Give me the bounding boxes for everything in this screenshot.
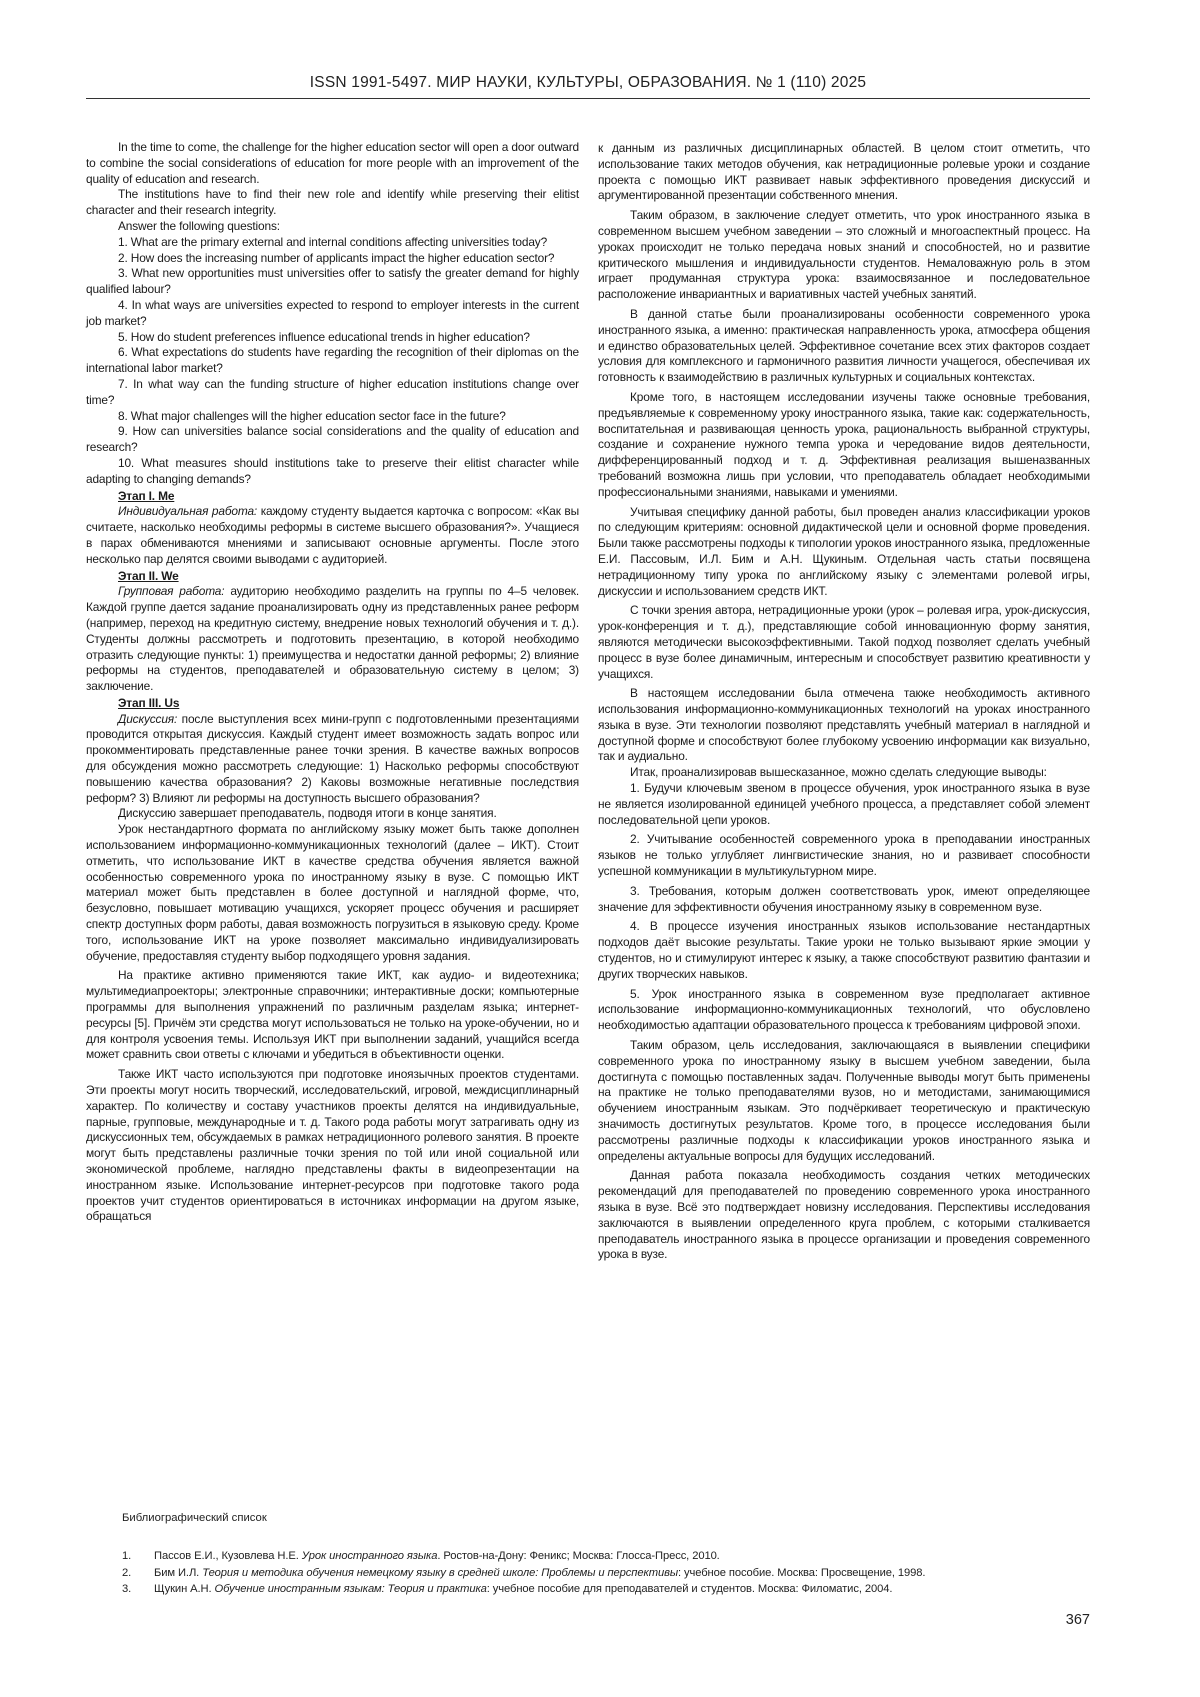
paragraph: Таким образом, в заключение следует отметить, что урок иностранного языка в современном высшем учебном заведении – это сложный и многоаспектный процесс. На уроках происходит не только передача новых знаний и способностей, но и развитие критического мышления и индивидуальности студентов. Немаловажную роль в этом играет продуманная структура урока: взаимосвязанное и последовательное расположение инвариантных и вариативных частей учебных занятий. bbox=[598, 208, 1090, 303]
left-column bbox=[86, 140, 579, 1225]
question-item: 1. What are the primary external and internal conditions affecting universities today? bbox=[86, 235, 579, 251]
stage-2-paragraph bbox=[86, 584, 579, 695]
reference-item bbox=[122, 1581, 1082, 1598]
reference-number: 2. bbox=[122, 1565, 131, 1582]
question-item: 8. What major challenges will the higher education sector face in the future? bbox=[86, 409, 579, 425]
question-item: 4. In what ways are universities expected to respond to employer interests in the current job market? bbox=[86, 298, 579, 330]
reference-authors: Пассов Е.И., Кузовлева Н.Е. bbox=[154, 1550, 302, 1562]
stage-3-paragraph bbox=[86, 712, 579, 807]
stage-1-text: каждому студенту выдается карточка с вопросом: «Как вы считаете, насколько необходимы реформы в системе высшего образования?». Учащиеся в парах обмениваются мнениями и записывают основные аргументы. После этого несколько пар делятся своими выводами с аудиторией. bbox=[86, 504, 579, 565]
question-item: 10. What measures should institutions take to preserve their elitist character while adapting to changing demands? bbox=[86, 456, 579, 488]
page-number: 367 bbox=[1040, 1612, 1090, 1628]
stage-1-paragraph bbox=[86, 504, 579, 567]
right-column bbox=[598, 141, 1090, 1263]
question-item: 3. What new opportunities must universities offer to satisfy the greater demand for highly qualified labour? bbox=[86, 266, 579, 298]
conclusion-item: 1. Будучи ключевым звеном в процессе обучения, урок иностранного языка в вузе не является изолированной единицей учебного процесса, а представляет собой элемент последовательной цепи уроков. bbox=[598, 781, 1090, 828]
reference-authors: Щукин А.Н. bbox=[154, 1583, 215, 1595]
question-item: 5. How do student preferences influence educational trends in higher education? bbox=[86, 330, 579, 346]
reference-item bbox=[122, 1548, 1082, 1565]
reference-number: 1. bbox=[122, 1548, 131, 1565]
question-item: 7. In what way can the funding structure of higher education institutions change over time? bbox=[86, 377, 579, 409]
paragraph: Также ИКТ часто используются при подготовке иноязычных проектов студентами. Эти проекты могут носить творческий, исследовательский, игровой, междисциплинарный характер. По количеству и составу участников проекты делятся на индивидуальные, парные, групповые, международные и т. д. Такого рода работы могут затрагивать одну из дискуссионных тем, обсуждаемых в рамках нетрадиционного ролевого занятия. В проекте могут быть представлены различные точки зрения по той или иной социальной или экономической проблеме, наглядно представлены факты в видеопрезентации на иностранном языке. Использование интернет-ресурсов при подготовке такого рода проектов учит студентов ориентироваться в источниках информации на другом языке, обращаться bbox=[86, 1067, 579, 1225]
paragraph: Answer the following questions: bbox=[86, 219, 579, 235]
bibliography-title: Библиографический список bbox=[122, 1512, 267, 1524]
stage-2-text: аудиторию необходимо разделить на группы по 4–5 человек. Каждой группе дается задание проанализировать одну из представленных ранее реформ (например, переход на кредитную систему, внедрение новых технологий обучения и т. д.). Студенты должны рассмотреть и подготовить презентацию, в которой необходимо отразить следующие пункты: 1) преимущества и недостатки данной реформы; 2) влияние реформы на студентов, преподавателей и образовательную систему в целом; 3) заключение. bbox=[86, 584, 579, 693]
paragraph: Таким образом, цель исследования, заключающаяся в выявлении специфики современного урока по иностранному языку в высшем учебном заведении, была достигнута с помощью поставленных задач. Полученные выводы могут быть применены на практике не только преподавателями вузов, но и методистами, занимающимися обучением иностранным языкам. Это подчёркивает теоретическую и практическую значимость достигнутых результатов. Кроме того, в процессе исследования были рассмотрены различные подходы к классификации уроков иностранного языка и определены актуальные вопросы для будущих исследований. bbox=[598, 1038, 1090, 1164]
stage-2-label: Групповая работа: bbox=[118, 584, 224, 598]
reference-title: Теория и методика обучения немецкому языку в средней школе: Проблемы и перспективы bbox=[202, 1567, 678, 1579]
stage-3-text: после выступления всех мини-групп с подготовленными презентациями проводится открытая дискуссия. Каждый студент имеет возможность задать вопрос или прокомментировать представленные ранее точки зрения. В качестве важных вопросов для обсуждения можно рассмотреть следующие: 1) Насколько реформы способствуют повышению качества образования? 2) Каковы возможные негативные последствия реформ? 3) Влияют ли реформы на доступность высшего образования? bbox=[86, 712, 579, 805]
stage-1-heading: Этап I. Me bbox=[86, 489, 579, 505]
question-item: 6. What expectations do students have regarding the recognition of their diplomas on the international labor market? bbox=[86, 345, 579, 377]
reference-details: . Ростов-на-Дону: Феникс; Москва: Глосса-Пресс, 2010. bbox=[437, 1550, 719, 1562]
paragraph: к данным из различных дисциплинарных областей. В целом стоит отметить, что использование таких методов обучения, как нетрадиционные ролевые уроки и создание проекта с помощью ИКТ развивает навык эффективного проведения дискуссий и аргументированной презентации собственного мнения. bbox=[598, 141, 1090, 204]
running-header: ISSN 1991-5497. МИР НАУКИ, КУЛЬТУРЫ, ОБРАЗОВАНИЯ. № 1 (110) 2025 bbox=[86, 74, 1090, 92]
question-item: 2. How does the increasing number of applicants impact the higher education sector? bbox=[86, 251, 579, 267]
paragraph: In the time to come, the challenge for the higher education sector will open a door outward to combine the social considerations of education for more people with an improvement of the quality of education and research. bbox=[86, 140, 579, 187]
conclusion-item: 4. В процессе изучения иностранных языков использование нестандартных подходов даёт высокие результаты. Такие уроки не только вызывают яркие эмоции у студентов, но и стимулируют интерес к языку, а также способствуют развитию фантазии и других творческих навыков. bbox=[598, 919, 1090, 982]
reference-authors: Бим И.Л. bbox=[154, 1567, 202, 1579]
bibliography-list bbox=[122, 1548, 1082, 1598]
reference-details: : учебное пособие. Москва: Просвещение, 1998. bbox=[678, 1567, 925, 1579]
paragraph: На практике активно применяются такие ИКТ, как аудио- и видеотехника; мультимедиапроекторы; электронные справочники; интерактивные доски; компьютерные программы для выполнения упражнений по различным разделам языка; интернет-ресурсы [5]. Причём эти средства могут использоваться не только на уроке-обучении, но и для контроля усвоения темы. Используя ИКТ при выполнении заданий, учащийся всегда может сравнить свои ответы с ключами и убедиться в объективности оценки. bbox=[86, 968, 579, 1063]
stage-3-heading: Этап III. Us bbox=[86, 696, 579, 712]
stage-2-heading: Этап II. We bbox=[86, 569, 579, 585]
paragraph: Данная работа показала необходимость создания четких методических рекомендаций для преподавателей по проведению современного урока иностранного языка в вузе. Всё это подтверждает новизну исследования. Перспективы исследования заключаются в выявлении определенного круга проблем, с которыми сталкивается преподаватель иностранного языка в процессе организации и проведения современного урока в вузе. bbox=[598, 1168, 1090, 1263]
reference-title: Обучение иностранным языкам: Теория и практика bbox=[215, 1583, 487, 1595]
paragraph: С точки зрения автора, нетрадиционные уроки (урок – ролевая игра, урок-дискуссия, урок-конференция и т. д.), представляющие собой инновационную форму занятия, являются методически высокоэффективными. Такой подход позволяет сделать учебный процесс в вузе более динамичным, интересным и способствует развитию креативности у учащихся. bbox=[598, 603, 1090, 682]
paragraph: Учитывая специфику данной работы, был проведен анализ классификации уроков по следующим критериям: основной дидактической цели и основной форме проведения. Были также рассмотрены подходы к типологии уроков иностранного языка, предложенные Е.И. Пассовым, И.Л. Бим и А.Н. Щукиным. Отдельная часть статьи посвящена нетрадиционному типу урока по английскому языку с элементами ролевой игры, дискуссии и использованием средств ИКТ. bbox=[598, 505, 1090, 600]
conclusion-item: 3. Требования, которым должен соответствовать урок, имеют определяющее значение для эффективности обучения иностранному языку в современном вузе. bbox=[598, 884, 1090, 916]
header-rule bbox=[86, 98, 1090, 99]
paragraph: Кроме того, в настоящем исследовании изучены также основные требования, предъявляемые к современному уроку иностранного языка, такие как: содержательность, воспитательная и развивающая ценность урока, рациональность выбранной структуры, создание и сохранение нужного темпа урока и чередование видов деятельности, дифференцированный подход и т. д. Эффективная реализация вышеназванных требований возможна лишь при условии, что преподаватель обладает необходимыми профессиональными знаниями, навыками и умениями. bbox=[598, 390, 1090, 501]
question-item: 9. How can universities balance social considerations and the quality of education and research? bbox=[86, 424, 579, 456]
paragraph: Урок нестандартного формата по английскому языку может быть также дополнен использованием информационно-коммуникационных технологий (далее – ИКТ). Стоит отметить, что использование ИКТ в качестве средства обучения является важной особенностью современного урока по иностранному языку в вузе. С помощью ИКТ материал может быть представлен в более доступной и наглядной форме, что, безусловно, повышает мотивацию учащихся, ускоряет процесс обучения и расширяет спектр доступных форм работы, давая возможность погрузиться в языковую среду. Кроме того, использование ИКТ на уроке позволяет максимально индивидуализировать обучение, предоставляя студенту выбор подходящего уровня задания. bbox=[86, 822, 579, 964]
paragraph: Итак, проанализировав вышесказанное, можно сделать следующие выводы: bbox=[598, 765, 1090, 781]
reference-item bbox=[122, 1565, 1082, 1582]
stage-1-label: Индивидуальная работа: bbox=[118, 504, 257, 518]
reference-details: : учебное пособие для преподавателей и студентов. Москва: Филоматис, 2004. bbox=[487, 1583, 893, 1595]
reference-number: 3. bbox=[122, 1581, 131, 1598]
paragraph: В настоящем исследовании была отмечена также необходимость активного использования информационно-коммуникационных технологий на уроках иностранного языка в вузе. Эти технологии позволяют представлять учебный материал в наглядной и доступной форме и способствуют более глубокому усвоению информации как визуально, так и аудиально. bbox=[598, 686, 1090, 765]
paragraph: В данной статье были проанализированы особенности современного урока иностранного языка, а именно: практическая направленность урока, атмосфера общения и единство образовательных целей. Эффективное сочетание всех этих факторов создает условия для комплексного и гармоничного развития личности учащегося, обеспечивая их готовность к взаимодействию в различных культурных и социальных контекстах. bbox=[598, 307, 1090, 386]
conclusion-item: 2. Учитывание особенностей современного урока в преподавании иностранных языков не только углубляет лингвистические знания, но и развивает способности успешной коммуникации в мультикультурном мире. bbox=[598, 832, 1090, 879]
stage-3-label: Дискуссия: bbox=[118, 712, 177, 726]
reference-title: Урок иностранного языка bbox=[302, 1550, 438, 1562]
paragraph: The institutions have to find their new role and identify while preserving their elitist character and their research integrity. bbox=[86, 187, 579, 219]
conclusion-item: 5. Урок иностранного языка в современном вузе предполагает активное использование информационно-коммуникационных технологий, что обусловлено необходимостью адаптации образовательного процесса к требованиям цифровой эпохи. bbox=[598, 987, 1090, 1034]
paragraph: Дискуссию завершает преподаватель, подводя итоги в конце занятия. bbox=[86, 806, 579, 822]
